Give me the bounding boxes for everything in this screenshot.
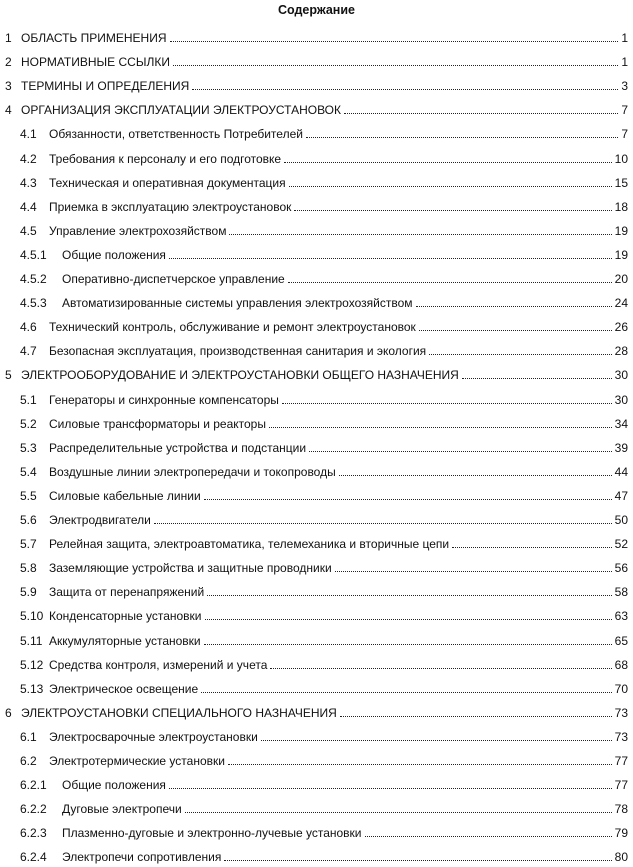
toc-entry-number: 5.13 [20,681,44,696]
toc-entry-title: Общие положения [62,247,166,262]
toc-entry-title: Управление электрохозяйством [49,223,227,238]
toc-entry-page: 19 [614,223,628,238]
toc-entry-page: 73 [614,705,628,720]
toc-entry-title: Силовые трансформаторы и реакторы [49,416,266,431]
toc-leader-dots [154,523,612,524]
toc-entry-number: 4.4 [20,199,37,214]
toc-leader-dots [419,330,612,331]
toc-entry-title: Общие положения [62,778,166,793]
toc-entry[interactable] [0,464,633,480]
toc-leader-dots [228,764,612,765]
toc-entry-title: ЭЛЕКТРОУСТАНОВКИ СПЕЦИАЛЬНОГО НАЗНАЧЕНИЯ [21,705,337,720]
toc-entry[interactable] [0,126,633,142]
toc-leader-dots [294,210,612,211]
toc-leader-dots [204,644,612,645]
toc-entry-page: 15 [614,175,628,190]
toc-entry[interactable] [0,223,633,239]
toc-entry-number: 6.2.3 [20,826,47,841]
toc-entry-title: Оперативно-диспетчерское управление [62,272,285,286]
toc-entry-page: 1 [621,55,628,70]
toc-leader-dots [204,499,612,500]
toc-leader-dots [289,186,612,187]
toc-leader-dots [306,137,618,138]
toc-entry-page: 63 [614,609,628,624]
toc-entry-page: 50 [614,513,628,527]
toc-entry-number: 5.6 [20,513,37,527]
toc-entry-title: Автоматизированные системы управления электрохозяйством [62,296,413,311]
toc-entry-title: Плазменно-дуговые и электронно-лучевые установки [62,826,362,841]
toc-leader-dots [205,619,612,620]
toc-entry-title: Конденсаторные установки [49,609,202,624]
toc-entry-page: 39 [614,440,628,455]
toc-entry-number: 5 [5,368,12,383]
toc-entry-page: 20 [614,272,628,286]
toc-entry-page: 70 [614,681,628,696]
toc-entry[interactable] [0,608,633,624]
toc-entry-page: 44 [614,464,628,479]
toc-leader-dots [201,692,612,693]
toc-entry[interactable] [0,54,633,70]
toc-leader-dots [339,475,612,476]
toc-entry-page: 73 [614,729,628,744]
toc-entry-number: 5.12 [20,657,44,672]
toc-entry[interactable] [0,247,633,263]
toc-leader-dots [282,403,612,404]
toc-entry-number: 5.1 [20,392,37,407]
toc-entry-page: 47 [614,488,628,503]
toc-entry-page: 26 [614,320,628,335]
toc-leader-dots [452,547,612,548]
toc-entry-page: 34 [614,416,628,431]
toc-entry-page: 80 [614,850,628,865]
toc-entry-number: 5.8 [20,561,37,576]
toc-leader-dots [335,571,612,572]
toc-leader-dots [261,740,612,741]
toc-entry[interactable] [0,825,633,841]
toc-entry-number: 4.2 [20,151,37,166]
toc-entry-number: 6.2 [20,754,37,768]
toc-entry-title: Приемка в эксплуатацию электроустановок [49,199,292,214]
toc-entry-page: 7 [621,127,628,142]
toc-entry[interactable] [0,488,633,504]
toc-entry-number: 4.1 [20,127,37,142]
toc-entry-title: Обязанности, ответственность Потребителей [49,127,303,142]
toc-entry-title: Требования к персоналу и его подготовке [49,151,282,166]
toc-leader-dots [270,668,612,669]
toc-entry-page: 30 [614,392,628,407]
toc-entry-page: 28 [614,344,628,359]
toc-entry-number: 4.6 [20,320,37,335]
toc-leader-dots [269,427,612,428]
toc-entry-number: 6.2.4 [20,850,47,865]
toc-entry-title: Электросварочные электроустановки [49,729,258,744]
toc-entry-page: 79 [614,826,628,841]
toc-entry[interactable] [0,416,633,432]
toc-entry-title: ОБЛАСТЬ ПРИМЕНЕНИЯ [21,31,167,45]
toc-entry-number: 6.2.1 [20,778,47,793]
toc-entry-number: 5.9 [20,585,37,600]
toc-entry[interactable] [0,753,633,769]
toc-entry-page: 52 [614,537,628,552]
toc-entry-number: 5.3 [20,440,37,455]
toc-entry-page: 1 [621,31,628,45]
toc-entry[interactable] [0,102,633,118]
toc-entry-page: 24 [614,296,628,311]
toc-leader-dots [170,41,618,42]
toc-entry-page: 77 [614,754,628,768]
toc-entry[interactable] [0,536,633,552]
toc-entry-number: 3 [5,79,12,94]
toc-entry-number: 4.7 [20,344,37,359]
toc-entry-page: 68 [614,657,628,672]
toc-entry-title: ТЕРМИНЫ И ОПРЕДЕЛЕНИЯ [21,79,190,94]
toc-entry-title: Защита от перенапряжений [49,585,205,600]
toc-entry-number: 4 [5,103,12,118]
toc-entry-number: 6 [5,705,12,720]
toc-entry-number: 4.5.3 [20,296,47,311]
toc-leader-dots [288,282,612,283]
toc-entry-number: 5.5 [20,488,37,503]
toc-entry-page: 10 [614,151,628,166]
toc-entry[interactable] [0,271,633,287]
toc-leader-dots [169,258,612,259]
page-title: Содержание [277,3,355,17]
toc-leader-dots [309,451,612,452]
toc-entry[interactable] [0,440,633,456]
toc-entry-number: 2 [5,55,12,70]
toc-entry-title: Электропечи сопротивления [62,850,222,865]
toc-entry-page: 77 [614,778,628,793]
toc-entry-number: 6.2.2 [20,802,47,817]
toc-entry-page: 18 [614,199,628,214]
toc-entry-number: 5.11 [20,633,43,648]
toc-entry-number: 5.4 [20,464,37,479]
toc-entry[interactable] [0,199,633,215]
toc-entry-title: Воздушные линии электропередачи и токопроводы [49,464,336,479]
toc-leader-dots [224,860,612,861]
toc-entry[interactable] [0,705,633,721]
toc-leader-dots [173,65,618,66]
toc-leader-dots [365,836,612,837]
toc-entry-page: 65 [614,633,628,648]
toc-entry[interactable] [0,512,633,528]
toc-entry-title: Распределительные устройства и подстанции [49,440,307,455]
toc-entry-title: Техническая и оперативная документация [49,175,286,190]
toc-entry-page: 58 [614,585,628,600]
toc-leader-dots [429,354,612,355]
toc-entry-page: 19 [614,247,628,262]
toc-entry-title: Заземляющие устройства и защитные проводники [49,561,332,576]
toc-entry-number: 4.5.2 [20,272,47,286]
toc-entry-title: Безопасная эксплуатация, производственная санитария и экология [49,344,427,359]
toc-entry-title: Генераторы и синхронные компенсаторы [49,392,279,407]
toc-entry-number: 4.5 [20,223,37,238]
toc-entry[interactable] [0,78,633,94]
toc-entry-page: 56 [614,561,628,576]
toc-leader-dots [416,306,612,307]
toc-leader-dots [340,716,612,717]
toc-leader-dots [169,788,612,789]
toc-entry-title: Технический контроль, обслуживание и ремонт электроустановок [49,320,416,335]
toc-entry-number: 4.5.1 [20,247,47,262]
toc-entry[interactable] [0,801,633,817]
toc-leader-dots [344,113,618,114]
toc-entry[interactable] [0,175,633,191]
toc-entry-title: Силовые кабельные линии [49,488,201,503]
toc-entry-page: 30 [614,368,628,383]
toc-entry-number: 4.3 [20,175,37,190]
toc-entry-number: 1 [5,31,12,45]
toc-leader-dots [229,234,612,235]
toc-entry-title: Аккумуляторные установки [49,633,201,648]
toc-entry[interactable] [0,30,633,46]
toc-leader-dots [462,378,612,379]
toc-entry-title: НОРМАТИВНЫЕ ССЫЛКИ [21,55,170,70]
toc-entry[interactable] [0,560,633,576]
toc-entry-title: Дуговые электропечи [62,802,182,817]
toc-entry-title: Релейная защита, электроавтоматика, телемеханика и вторичные цепи [49,537,450,552]
toc-entry-title: Электротермические установки [49,754,225,768]
toc-entry[interactable] [0,343,633,359]
toc-entry-number: 5.2 [20,416,37,431]
toc-leader-dots [207,595,612,596]
toc-entry[interactable] [0,729,633,745]
toc-entry-page: 3 [621,79,628,94]
toc-entry[interactable] [0,367,633,383]
toc-entry[interactable] [0,657,633,673]
toc-entry-title: ОРГАНИЗАЦИЯ ЭКСПЛУАТАЦИИ ЭЛЕКТРОУСТАНОВОК [21,103,342,118]
toc-leader-dots [192,89,618,90]
toc-leader-dots [185,812,612,813]
toc-entry[interactable] [0,849,633,865]
toc-entry[interactable] [0,584,633,600]
toc-entry-page: 7 [621,103,628,118]
toc-entry[interactable] [0,777,633,793]
toc-entry[interactable] [0,392,633,408]
toc-entry-title: Электродвигатели [49,513,151,527]
toc-entry-number: 5.10 [20,609,44,624]
toc-entry[interactable] [0,151,633,167]
toc-leader-dots [284,162,612,163]
toc-entry-title: Электрическое освещение [49,681,199,696]
toc-entry[interactable] [0,295,633,311]
toc-entry-number: 6.1 [20,729,37,744]
toc-entry-number: 5.7 [20,537,37,552]
toc-entry[interactable] [0,633,633,649]
toc-entry-title: Средства контроля, измерений и учета [49,657,268,672]
toc-entry[interactable] [0,681,633,697]
toc-entry[interactable] [0,319,633,335]
toc-entry-page: 78 [614,802,628,817]
toc-entry-title: ЭЛЕКТРООБОРУДОВАНИЕ И ЭЛЕКТРОУСТАНОВКИ ОБЩЕГО НАЗНАЧЕНИЯ [21,368,459,383]
